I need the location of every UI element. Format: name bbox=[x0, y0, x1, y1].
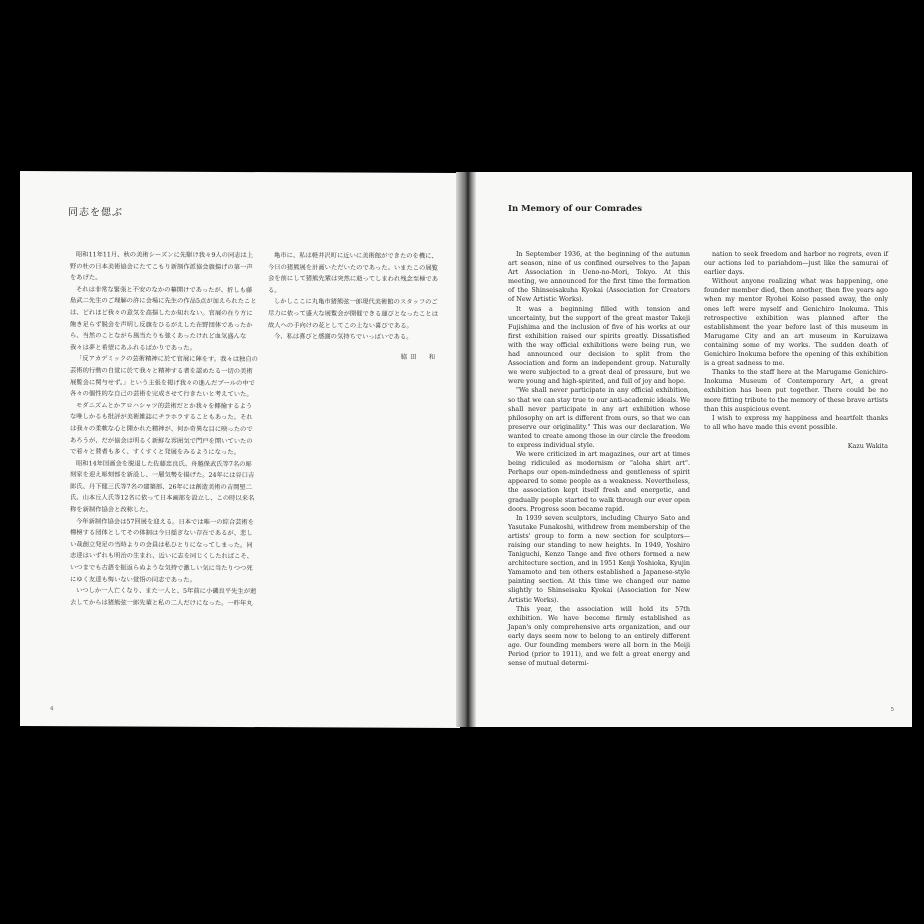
paragraph: In September 1936, at the beginning of the autumn art season, nine of us confined ourselves to the Japan Art Association in Ueno-no-Mori, Tokyo. At this meeting, we announced for the first time the formation of the Shinseisakuha Kyokai (Association for Creators of New Artistic Works). bbox=[508, 250, 690, 304]
paragraph: nation to seek freedom and harbor no regrets, even if our actions led to pariahdom—just like the samurai of earlier days. bbox=[704, 250, 888, 277]
paragraph: 昭和14年国画会を脱退した佐藤忠良氏、舟越保武氏等7名の彫刻家を迎え彫刻部を新設し、一層気勢を揚げた。24年には谷口吉郎氏、丹下健三氏等7名の建築部、26年には創造美術の吉岡堅二氏、山本丘人氏等12名に依って日本画部を設立し、この時以来名称を新制作協会と改称した。 bbox=[70, 459, 255, 514]
paragraph: It was a beginning filled with tension and uncertainty, but the support of the great master Takeji Fujishima and the inclusion of five of his works at our first exhibition raised our spirits greatly. Dissatisfied with the way official exhibitions were being run, we had announced our decision to split from the Association and form an independent group. Naturally we were subjected to a great deal of pressure, but we were young and high-spirited, and full of joy and hope. bbox=[508, 304, 690, 386]
japanese-column-1 bbox=[70, 249, 258, 609]
paragraph: Without anyone realizing what was happening, one founder member died, then another, then five years ago when my mentor Ryohei Koiso passed away, the only ones left were myself and Genichiro Inokuma. This retrospective exhibition was planned after the establishment the year before last of this museum in Marugame City and an art museum in Karuizawa containing some of my works. The sudden death of Genichiro Inokuma before the opening of this exhibition is a great sadness to me. bbox=[704, 277, 888, 368]
paragraph: モダニズムとかアロハシャツ的芸術だとか我々を揶揄するような唯しかるも批評が美術雑誌にチラホラすることもあった。それは我々の柔軟な心と開かれた精神が、何か奇異な目に映ったのであろうが、だが協会は明るく新鮮な雰囲気で門戸を開いていたので着々と賛者も多く、すくすくと発展をみるようになった。 bbox=[70, 402, 253, 457]
page-number: 5 bbox=[890, 707, 894, 713]
english-column-2 bbox=[704, 250, 888, 451]
paragraph: Thanks to the staff here at the Marugame Genichiro-Inokuma Museum of Contemporary Art, a great exhibition has been put together. There could be no more fitting tribute to the memory of these brave artists than this auspicious event. bbox=[704, 368, 888, 413]
left-page bbox=[20, 171, 460, 728]
page-number: 4 bbox=[50, 706, 54, 713]
paragraph: それは非常な緊張と不安のなかの幕開けであったが、折しも藤島武二先生のご理解の許に会場に先生の作品5点が加えられたことは、どれほど我々の意気を高揚したか知れない。官展の在り方に飽き足らず脱会を声明し反旗をひるがえした在野団体であったから、当然のことながら風当たりも強くあったけれど血気盛んな我々は夢と希望にあふれるばかりであった。 bbox=[70, 286, 257, 352]
paragraph: We were criticized in art magazines, our art at times being ridiculed as modernism or "aloha shirt art". Perhaps our open-mindedness and gentleness of spirit appeared to some people as a weakness. Nevertheless, the association kept itself fresh and energetic, and gradually people started to walk through our ever open doors. Progress soon became rapid. bbox=[508, 450, 690, 513]
paragraph: In 1939 seven sculptors, including Churyo Sato and Yasutake Funakoshi, withdrew from membership of the artists' group to form a new section for sculptors—raising our standing to new heights. In 1949, Yoshiro Taniguchi, Kenzo Tange and five others formed a new architecture section, and in 1951 Kenji Yoshioka, Kyujin Yamamoto and ten others established a Japanese-style painting section. At this time we changed our name slightly to Shinseisaku Kyokai (Association for New Artistic Works). bbox=[508, 513, 690, 604]
paragraph: しかしここに丸亀市猪熊弦一郎現代美術館のスタッフのご尽力に依って盛大な展覧会が開催できる運びとなったことは故人への手向けの花としてこの上ない喜びである。 bbox=[268, 298, 439, 330]
paragraph: 亀市に、私は軽井沢町に近いに美術館ができたのを機に、今日の猪熊展を計画いただいたのであった。いまたこの展覧会を前にして猪熊先輩は突然に逝ってしまわれ残念至極である。 bbox=[268, 252, 439, 294]
paragraph: 昭和11年11月、秋の美術シーズンに先駆け我々9人の同志は上野の杜の日本美術協会にたてこもり新制作派協会旗揚げの第一声をあげた。 bbox=[70, 251, 254, 282]
paragraph: 「反アカデミックの芸術精神に於て官展に陣をす。我々は独自の芸術的行動の自覚に於て我々と精神する者を認めたる一切の美術展覧会に関与せず。」という主張を掲げ我々の進んだプールの中で各々の個性的な自己の芸術を完成させて行きたいと考えていた。 bbox=[70, 355, 258, 399]
paragraph: 今年新制作協会は57回展を迎える。日本では唯一の綜合芸術を標榜する団体としてその体制は今日揺ぎない存在であるが、悲しい哉創立発足の当時よりの会員は私ひとりになってしまった。同志達はいずれも明治の生まれ、近いに志を同じくしたればこそ、いつまでも古語を振返らぬような気持で激しい気に当たりつつ死にゆく友達も悔いない覚悟の同志であった。 bbox=[70, 517, 255, 584]
japanese-column-2 bbox=[268, 250, 438, 363]
english-title: In Memory of our Comrades bbox=[508, 204, 643, 214]
paragraph: いつしか一人亡くなり、また一人と、5年前に小磯良平先生が逝去してからは猪熊弦一郎先輩と私の二人だけになった。一昨年丸 bbox=[70, 587, 257, 607]
right-page bbox=[472, 172, 912, 727]
signature: Kazu Wakita bbox=[847, 441, 888, 450]
paragraph: "We shall never participate in any official exhibition, so that we can stay true to our anti-academic ideals. We shall never participate in any art exhibition whose philosophy on art is different from ours, so that we can preserve our originality." This was our declaration. We wanted to create among those in our circle the freedom to express individual style. bbox=[508, 386, 690, 449]
japanese-title: 同志を偲ぶ bbox=[68, 207, 123, 219]
paragraph: 今、私は喜びと感謝の気持ちでいっぱいである。 bbox=[274, 333, 413, 341]
book-gutter bbox=[456, 172, 476, 727]
paragraph: I wish to express my happiness and heartfelt thanks to all who have made this event possible. bbox=[704, 413, 888, 431]
english-column-1 bbox=[508, 250, 690, 668]
signature: 脇田 和 bbox=[400, 353, 438, 361]
paragraph: This year, the association will hold its 57th exhibition. We have become firmly established as Japan's only comprehensive arts organization, and our early days seem now to belong to an entirely different age. Our founding members were all born in the Meiji Period (prior to 1911), and we felt a great energy and sense of mutual determi- bbox=[508, 604, 690, 668]
book-spread bbox=[20, 172, 912, 727]
